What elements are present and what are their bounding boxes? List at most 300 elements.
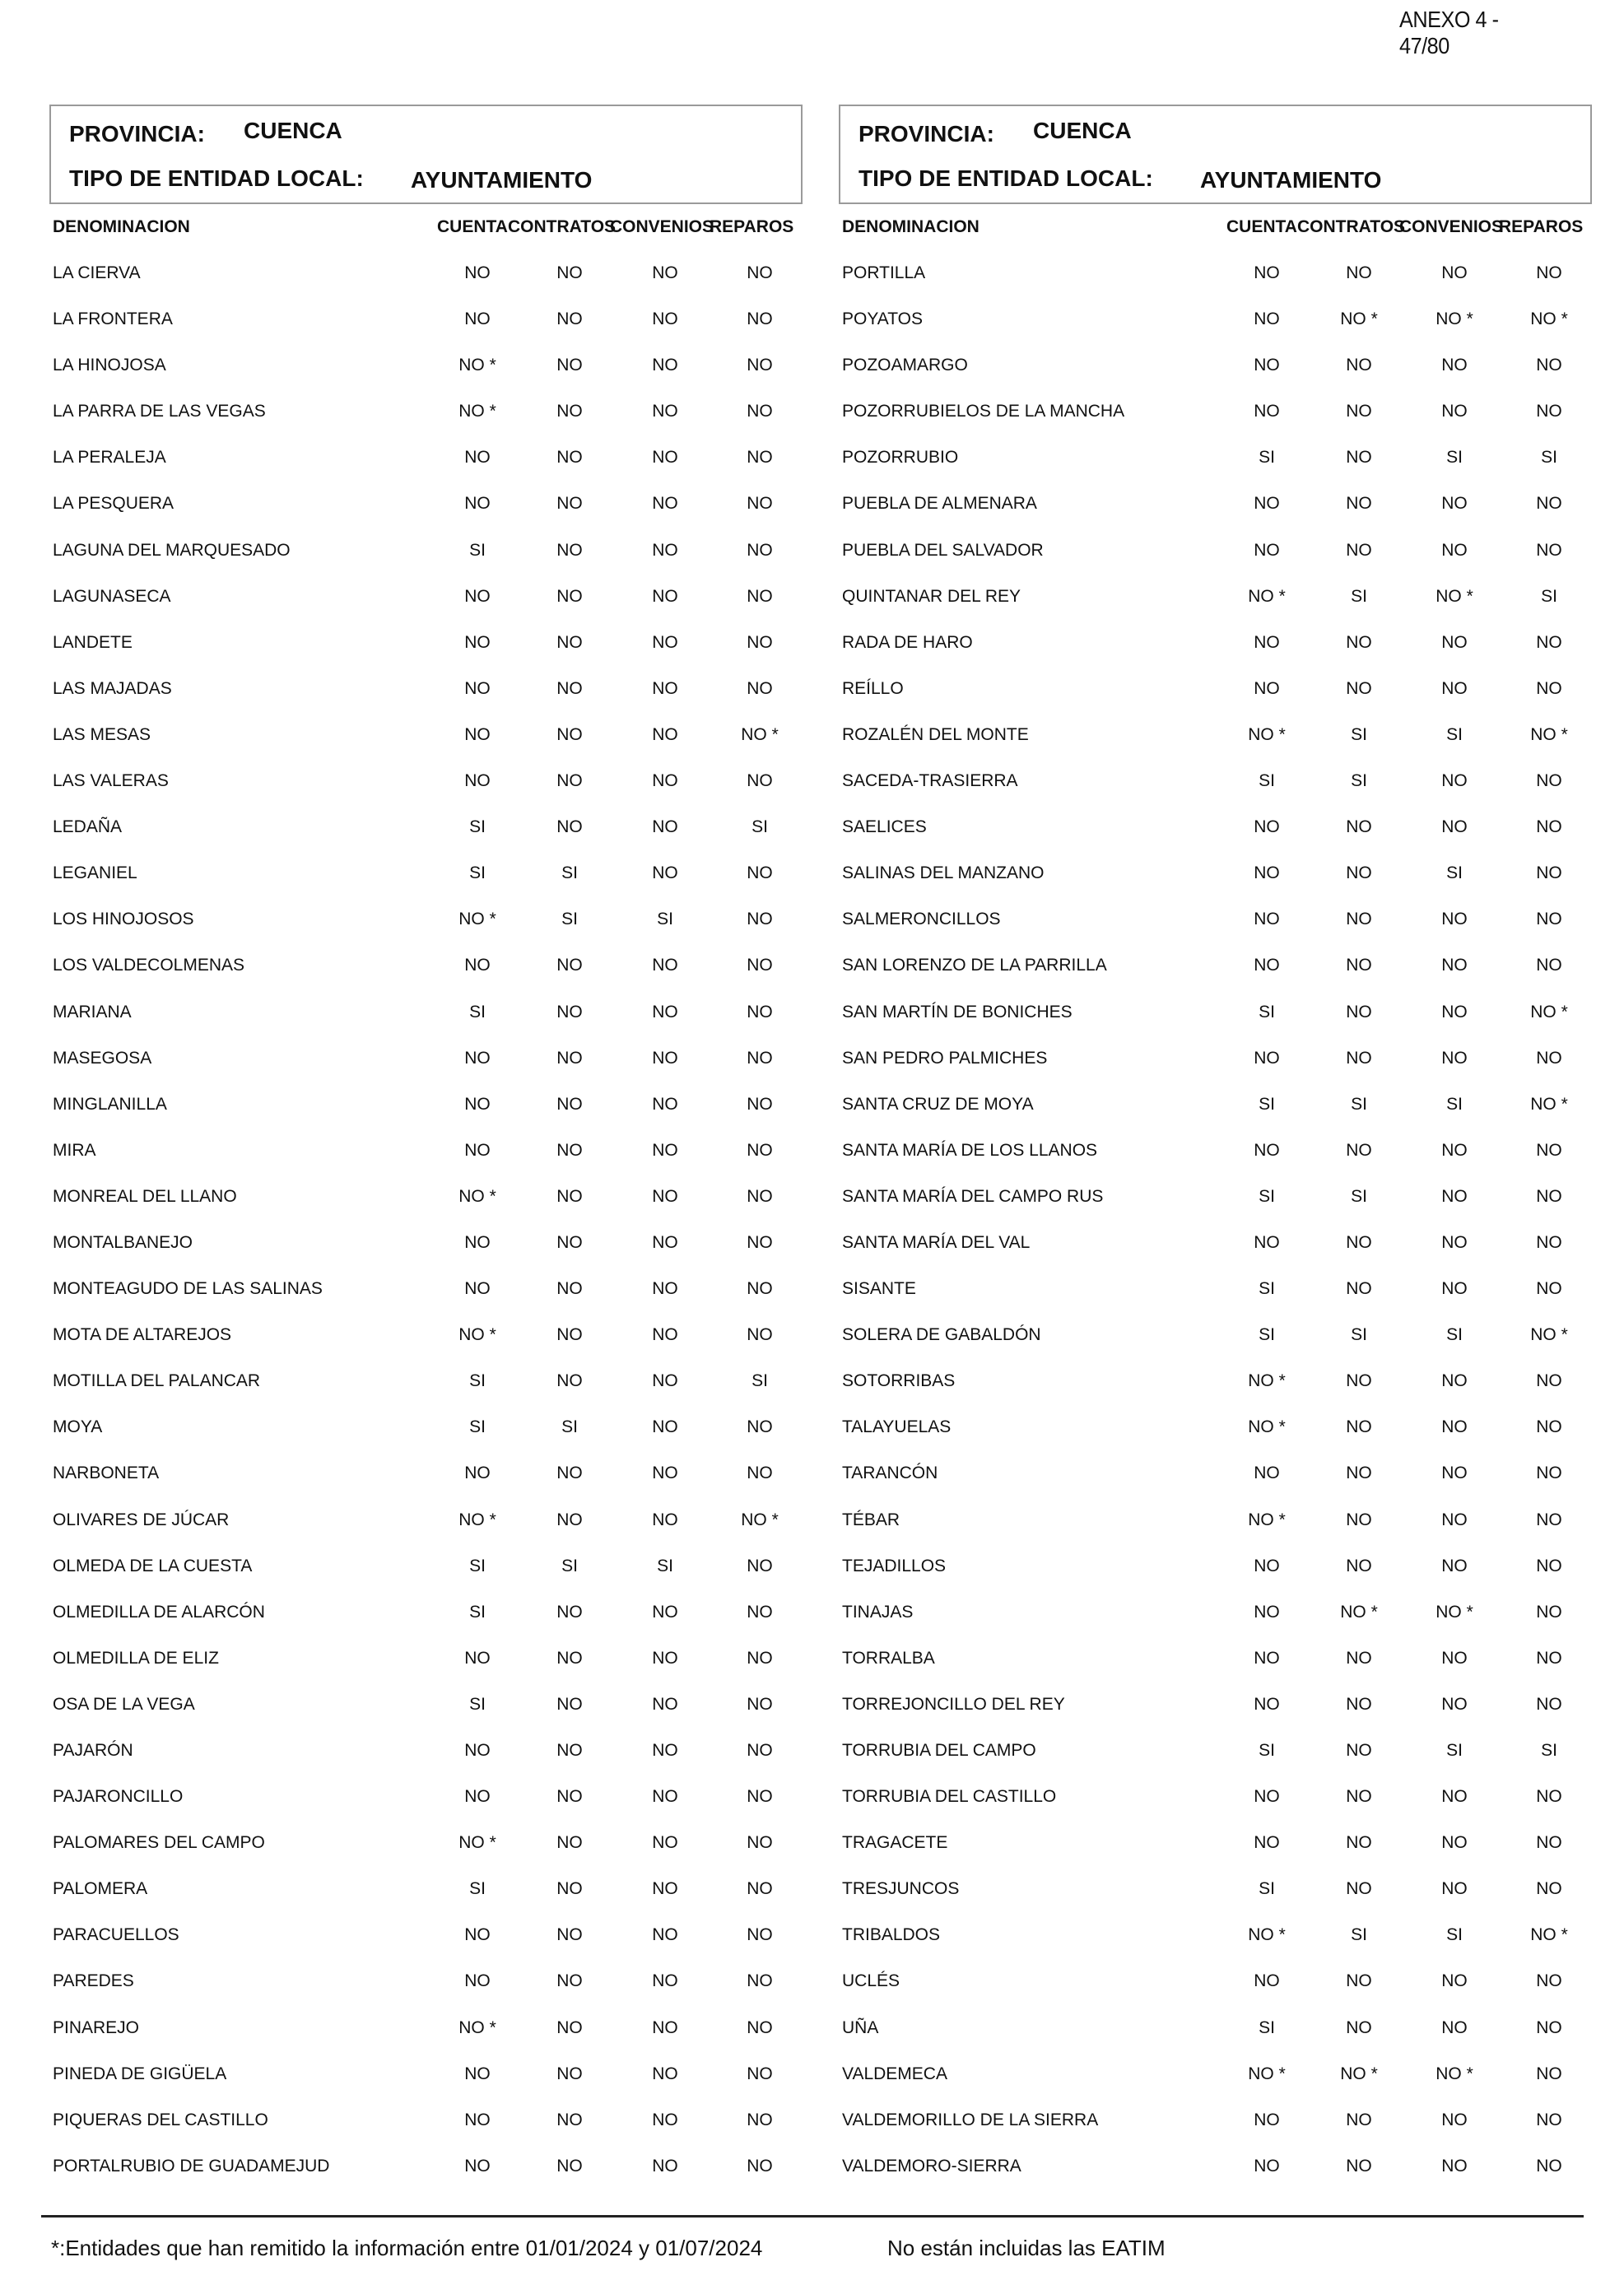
contratos-value: SI (1351, 1325, 1367, 1345)
header-reparos: REPAROS (1499, 217, 1584, 236)
contratos-value: NO (556, 494, 583, 514)
convenios-value: NO (652, 1325, 678, 1345)
table-row (49, 1774, 803, 1820)
reparos-value: NO (747, 1879, 773, 1899)
entity-name: SAN MARTÍN DE BONICHES (842, 1002, 1073, 1022)
convenios-value: NO (652, 2156, 678, 2176)
contratos-value: NO (1346, 1371, 1372, 1391)
entity-name: PINAREJO (53, 2017, 140, 2037)
left-header-box (49, 105, 803, 204)
reparos-value: NO (747, 1694, 773, 1714)
cuenta-value: NO (464, 263, 491, 282)
reparos-value: SI (1541, 1741, 1557, 1760)
convenios-value: SI (657, 910, 673, 929)
convenios-value: NO (1441, 2156, 1468, 2176)
cuenta-value: NO (1254, 1787, 1280, 1807)
convenios-value: NO (1441, 356, 1468, 375)
table-row (839, 989, 1592, 1035)
reparos-value: NO (747, 1279, 773, 1299)
reparos-value: NO (747, 1971, 773, 1991)
entity-name: LAS MESAS (53, 724, 151, 744)
cuenta-value: NO * (1248, 724, 1286, 744)
entity-name: TALAYUELAS (842, 1417, 952, 1437)
contratos-value: NO (1346, 1417, 1372, 1437)
reparos-value: NO * (1530, 1925, 1568, 1945)
convenios-value: NO (1441, 1232, 1468, 1252)
table-row (839, 620, 1592, 666)
reparos-value: NO (1536, 1602, 1562, 1622)
contratos-value: SI (561, 1556, 578, 1575)
entity-name: SOTORRIBAS (842, 1371, 956, 1391)
cuenta-value: NO * (1248, 1925, 1286, 1945)
entity-name: SANTA MARÍA DE LOS LLANOS (842, 1140, 1098, 1160)
contratos-value: NO (556, 2064, 583, 2083)
cuenta-value: NO (1254, 2110, 1280, 2129)
entity-name: MONTALBANEJO (53, 1232, 193, 1252)
contratos-value: NO (556, 586, 583, 606)
reparos-value: NO (1536, 1971, 1562, 1991)
entity-name: MONREAL DEL LLANO (53, 1186, 237, 1206)
convenios-value: NO (652, 1741, 678, 1760)
table-row (49, 1497, 803, 1543)
cuenta-value: NO (1254, 1464, 1280, 1483)
table-row (49, 1312, 803, 1358)
convenios-value: NO (652, 448, 678, 468)
contratos-value: NO (556, 356, 583, 375)
table-row (49, 1866, 803, 1912)
contratos-value: NO (556, 678, 583, 698)
table-row (49, 574, 803, 620)
convenios-value: NO (652, 1417, 678, 1437)
contratos-value: NO (1346, 910, 1372, 929)
contratos-value: NO (1346, 2156, 1372, 2176)
reparos-value: NO (1536, 2156, 1562, 2176)
entity-name: TARANCÓN (842, 1464, 938, 1483)
contratos-value: SI (1351, 771, 1367, 791)
reparos-value: NO (747, 263, 773, 282)
convenios-value: NO (1441, 910, 1468, 929)
contratos-value: NO (556, 2110, 583, 2129)
entity-name: LA CIERVA (53, 263, 141, 282)
entity-name: PAJARÓN (53, 1741, 133, 1760)
entity-name: PARACUELLOS (53, 1925, 179, 1945)
entity-name: NARBONETA (53, 1464, 160, 1483)
reparos-value: NO (747, 1648, 773, 1668)
reparos-value: NO (747, 1787, 773, 1807)
convenios-value: NO (652, 1787, 678, 1807)
table-row (49, 389, 803, 435)
table-row (839, 2097, 1592, 2143)
convenios-value: NO (652, 1232, 678, 1252)
table-row (49, 1220, 803, 1266)
entity-name: SANTA MARÍA DEL VAL (842, 1232, 1031, 1252)
reparos-value: NO (747, 1048, 773, 1068)
convenios-value: NO (1441, 1694, 1468, 1714)
convenios-value: NO * (1436, 1602, 1473, 1622)
table-row (49, 2051, 803, 2097)
contratos-value: SI (1351, 1925, 1367, 1945)
convenios-value: NO (1441, 540, 1468, 560)
contratos-value: NO (556, 1925, 583, 1945)
reparos-value: NO (747, 1186, 773, 1206)
contratos-value: NO (556, 1186, 583, 1206)
table-row (839, 1082, 1592, 1128)
reparos-value: NO * (1530, 724, 1568, 744)
right-header-box (839, 105, 1592, 204)
left-table-body (49, 250, 803, 2190)
entity-name: LA FRONTERA (53, 309, 173, 329)
cuenta-value: NO (464, 2110, 491, 2129)
header-convenios: CONVENIOS (1399, 217, 1504, 236)
reparos-value: NO (1536, 1048, 1562, 1068)
cuenta-value: NO (1254, 863, 1280, 883)
contratos-value: NO (556, 1602, 583, 1622)
cuenta-value: NO (1254, 402, 1280, 421)
convenios-value: NO (1441, 678, 1468, 698)
entity-name: OLMEDILLA DE ELIZ (53, 1648, 219, 1668)
cuenta-value: NO (1254, 309, 1280, 329)
table-row (49, 296, 803, 342)
contratos-value: NO (1346, 494, 1372, 514)
reparos-value: NO (1536, 2110, 1562, 2129)
contratos-value: NO (556, 1648, 583, 1668)
convenios-value: NO (652, 1279, 678, 1299)
convenios-value: NO (652, 632, 678, 652)
reparos-value: NO (747, 632, 773, 652)
reparos-value: NO (747, 2156, 773, 2176)
entity-name: MOYA (53, 1417, 103, 1437)
contratos-value: NO * (1340, 309, 1378, 329)
table-row (839, 481, 1592, 527)
convenios-value: NO (1441, 1971, 1468, 1991)
cuenta-value: SI (1259, 1325, 1275, 1345)
header-denominacion: DENOMINACION (842, 217, 980, 236)
reparos-value: NO (747, 1833, 773, 1853)
contratos-value: NO (1346, 1833, 1372, 1853)
entity-name: MOTA DE ALTAREJOS (53, 1325, 232, 1345)
entity-name: PAREDES (53, 1971, 134, 1991)
table-row (839, 1912, 1592, 1958)
cuenta-value: SI (469, 1879, 486, 1899)
entity-name: MASEGOSA (53, 1048, 152, 1068)
contratos-value: NO (1346, 1694, 1372, 1714)
entity-name: TORREJONCILLO DEL REY (842, 1694, 1065, 1714)
cuenta-value: NO (1254, 1602, 1280, 1622)
cuenta-value: NO (1254, 1140, 1280, 1160)
provincia-label: PROVINCIA: (69, 121, 205, 147)
entity-name: REÍLLO (842, 678, 904, 698)
entity-name: MOTILLA DEL PALANCAR (53, 1371, 261, 1391)
convenios-value: SI (1446, 448, 1463, 468)
cuenta-value: NO * (458, 1833, 496, 1853)
cuenta-value: NO (1254, 1833, 1280, 1853)
table-row (839, 1820, 1592, 1866)
reparos-value: NO (747, 494, 773, 514)
cuenta-value: NO (1254, 263, 1280, 282)
entity-name: TORRUBIA DEL CASTILLO (842, 1787, 1057, 1807)
contratos-value: SI (561, 910, 578, 929)
reparos-value: NO (1536, 678, 1562, 698)
tipo-entidad-value: AYUNTAMIENTO (1200, 167, 1382, 193)
reparos-value: NO (1536, 494, 1562, 514)
table-row (839, 389, 1592, 435)
page-number: ANEXO 4 - 47/80 (1399, 7, 1499, 58)
convenios-value: NO (652, 771, 678, 791)
table-row (839, 666, 1592, 712)
reparos-value: NO (1536, 1186, 1562, 1206)
convenios-value: NO (1441, 1002, 1468, 1022)
tipo-entidad-value: AYUNTAMIENTO (411, 167, 593, 193)
cuenta-value: NO (464, 1140, 491, 1160)
convenios-value: NO (652, 956, 678, 975)
table-row (49, 1266, 803, 1312)
entity-name: MIRA (53, 1140, 96, 1160)
contratos-value: NO (1346, 1741, 1372, 1760)
convenios-value: NO (1441, 1417, 1468, 1437)
entity-name: SAN LORENZO DE LA PARRILLA (842, 956, 1107, 975)
table-row (49, 1174, 803, 1220)
cuenta-value: NO (464, 678, 491, 698)
reparos-value: NO * (1530, 1325, 1568, 1345)
cuenta-value: NO * (1248, 1417, 1286, 1437)
table-row (49, 1035, 803, 1082)
cuenta-value: SI (1259, 1002, 1275, 1022)
table-row (49, 435, 803, 481)
contratos-value: NO (1346, 1464, 1372, 1483)
cuenta-value: SI (1259, 1186, 1275, 1206)
table-row (839, 1220, 1592, 1266)
table-row (49, 2143, 803, 2190)
cuenta-value: NO * (458, 1325, 496, 1345)
table-row (839, 758, 1592, 804)
entity-name: OLMEDILLA DE ALARCÓN (53, 1602, 265, 1622)
reparos-value: NO (747, 1002, 773, 1022)
cuenta-value: NO (464, 2156, 491, 2176)
reparos-value: NO (1536, 1417, 1562, 1437)
header-contratos: CONTRATOS (508, 217, 617, 236)
table-row (49, 481, 803, 527)
reparos-value: SI (752, 817, 768, 837)
entity-name: LOS HINOJOSOS (53, 910, 194, 929)
reparos-value: NO (747, 309, 773, 329)
entity-name: PAJARONCILLO (53, 1787, 184, 1807)
cuenta-value: SI (1259, 1279, 1275, 1299)
cuenta-value: NO (464, 1648, 491, 1668)
convenios-value: NO (1441, 632, 1468, 652)
header-denominacion: DENOMINACION (53, 217, 190, 236)
cuenta-value: SI (1259, 771, 1275, 791)
convenios-value: NO * (1436, 2064, 1473, 2083)
reparos-value: NO (1536, 1232, 1562, 1252)
provincia-value: CUENCA (244, 118, 342, 143)
contratos-value: NO (556, 1325, 583, 1345)
entity-name: TRESJUNCOS (842, 1879, 960, 1899)
cuenta-value: NO (1254, 956, 1280, 975)
entity-name: RADA DE HARO (842, 632, 973, 652)
table-row (49, 1082, 803, 1128)
cuenta-value: NO * (1248, 1510, 1286, 1529)
table-row (839, 2005, 1592, 2051)
entity-name: PIQUERAS DEL CASTILLO (53, 2110, 268, 2129)
convenios-value: NO (1441, 1879, 1468, 1899)
convenios-value: NO (652, 2110, 678, 2129)
reparos-value: NO (747, 402, 773, 421)
entity-name: MINGLANILLA (53, 1094, 167, 1114)
contratos-value: NO (556, 1279, 583, 1299)
reparos-value: NO (1536, 540, 1562, 560)
cuenta-value: NO (464, 1925, 491, 1945)
contratos-value: NO (1346, 1556, 1372, 1575)
contratos-value: NO (556, 263, 583, 282)
reparos-value: NO (747, 1094, 773, 1114)
contratos-value: NO (556, 771, 583, 791)
convenios-value: NO (652, 356, 678, 375)
entity-name: POZORRUBIO (842, 448, 959, 468)
cuenta-value: NO (464, 1232, 491, 1252)
reparos-value: NO (1536, 1556, 1562, 1575)
contratos-value: NO (1346, 956, 1372, 975)
contratos-value: NO (1346, 448, 1372, 468)
reparos-value: NO (747, 1232, 773, 1252)
contratos-value: NO (1346, 1648, 1372, 1668)
contratos-value: SI (1351, 1186, 1367, 1206)
cuenta-value: SI (469, 1602, 486, 1622)
convenios-value: NO (1441, 1787, 1468, 1807)
entity-name: PORTALRUBIO DE GUADAMEJUD (53, 2156, 330, 2176)
contratos-value: NO (1346, 2110, 1372, 2129)
cuenta-value: SI (469, 863, 486, 883)
entity-name: LEDAÑA (53, 817, 123, 837)
entity-name: VALDEMECA (842, 2064, 947, 2083)
entity-name: MONTEAGUDO DE LAS SALINAS (53, 1279, 323, 1299)
contratos-value: NO (556, 1694, 583, 1714)
table-row (839, 896, 1592, 942)
table-row (49, 620, 803, 666)
reparos-value: NO (747, 863, 773, 883)
entity-name: SAN PEDRO PALMICHES (842, 1048, 1048, 1068)
reparos-value: NO (747, 1464, 773, 1483)
cuenta-value: NO (464, 956, 491, 975)
entity-name: VALDEMORO-SIERRA (842, 2156, 1021, 2176)
cuenta-value: NO * (1248, 586, 1286, 606)
left-column (49, 105, 803, 2190)
contratos-value: NO (1346, 402, 1372, 421)
contratos-value: NO (556, 402, 583, 421)
convenios-value: NO (1441, 1833, 1468, 1853)
right-column (839, 105, 1592, 2190)
entity-name: SOLERA DE GABALDÓN (842, 1325, 1041, 1345)
table-row (49, 1636, 803, 1682)
convenios-value: NO (1441, 771, 1468, 791)
header-contratos: CONTRATOS (1297, 217, 1406, 236)
contratos-value: NO (556, 2156, 583, 2176)
table-row (49, 2097, 803, 2143)
entity-name: SALINAS DEL MANZANO (842, 863, 1045, 883)
convenios-value: NO (652, 1048, 678, 1068)
table-row (49, 1128, 803, 1174)
table-row (839, 942, 1592, 989)
contratos-value: NO (1346, 1971, 1372, 1991)
table-header (839, 204, 1592, 250)
entity-name: LA PESQUERA (53, 494, 174, 514)
contratos-value: NO (1346, 1002, 1372, 1022)
convenios-value: SI (1446, 1925, 1463, 1945)
reparos-value: NO (747, 1140, 773, 1160)
contratos-value: NO (1346, 817, 1372, 837)
contratos-value: NO (1346, 1048, 1372, 1068)
reparos-value: NO (747, 678, 773, 698)
reparos-value: NO (1536, 1879, 1562, 1899)
convenios-value: SI (1446, 724, 1463, 744)
table-row (49, 1543, 803, 1589)
header-reparos: REPAROS (710, 217, 794, 236)
table-row (839, 574, 1592, 620)
convenios-value: NO (652, 1464, 678, 1483)
cuenta-value: SI (1259, 2017, 1275, 2037)
convenios-value: NO * (1436, 309, 1473, 329)
contratos-value: NO (556, 1971, 583, 1991)
entity-name: UCLÉS (842, 1971, 900, 1991)
tipo-entidad-label: TIPO DE ENTIDAD LOCAL: (69, 165, 364, 191)
convenios-value: NO (652, 586, 678, 606)
table-row (839, 342, 1592, 389)
entity-name: PALOMERA (53, 1879, 148, 1899)
contratos-value: SI (1351, 724, 1367, 744)
convenios-value: SI (1446, 1094, 1463, 1114)
entity-name: LANDETE (53, 632, 133, 652)
table-row (49, 712, 803, 758)
table-row (839, 850, 1592, 896)
reparos-value: NO (747, 771, 773, 791)
tipo-entidad-label: TIPO DE ENTIDAD LOCAL: (859, 165, 1153, 191)
convenios-value: NO (1441, 1371, 1468, 1391)
cuenta-value: NO (1254, 1556, 1280, 1575)
convenios-value: NO (652, 2064, 678, 2083)
convenios-value: SI (1446, 1325, 1463, 1345)
convenios-value: NO (652, 1602, 678, 1622)
table-row (839, 1312, 1592, 1358)
cuenta-value: NO (464, 771, 491, 791)
entity-name: QUINTANAR DEL REY (842, 586, 1021, 606)
cuenta-value: NO (464, 1048, 491, 1068)
provincia-value: CUENCA (1033, 118, 1132, 143)
reparos-value: NO (1536, 863, 1562, 883)
reparos-value: SI (1541, 586, 1557, 606)
convenios-value: SI (1446, 863, 1463, 883)
entity-name: TORRALBA (842, 1648, 935, 1668)
table-header (49, 204, 803, 250)
entity-name: PORTILLA (842, 263, 926, 282)
convenios-value: NO (652, 1002, 678, 1022)
entity-name: SAELICES (842, 817, 927, 837)
convenios-value: NO (652, 263, 678, 282)
entity-name: SACEDA-TRASIERRA (842, 771, 1018, 791)
convenios-value: NO (652, 1371, 678, 1391)
convenios-value: NO (1441, 1186, 1468, 1206)
table-row (839, 2051, 1592, 2097)
contratos-value: NO (1346, 1879, 1372, 1899)
reparos-value: NO (1536, 1648, 1562, 1668)
cuenta-value: NO (1254, 1971, 1280, 1991)
entity-name: MARIANA (53, 1002, 132, 1022)
convenios-value: NO (652, 1879, 678, 1899)
cuenta-value: NO (1254, 540, 1280, 560)
contratos-value: NO (556, 956, 583, 975)
convenios-value: NO (1441, 1510, 1468, 1529)
contratos-value: NO (1346, 1279, 1372, 1299)
convenios-value: NO (1441, 263, 1468, 282)
entity-name: PUEBLA DEL SALVADOR (842, 540, 1044, 560)
